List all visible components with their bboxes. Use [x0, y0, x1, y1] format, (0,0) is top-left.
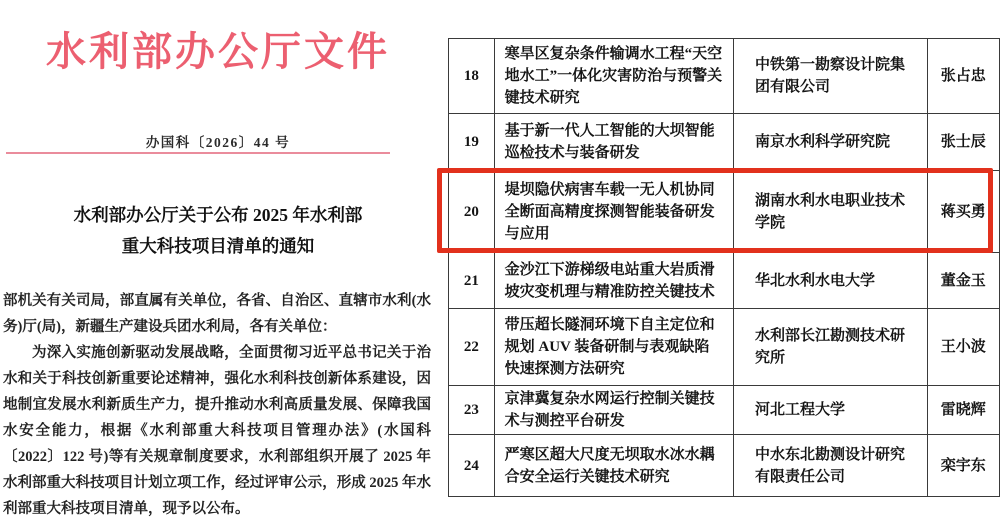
project-number-cell: 19 [449, 114, 495, 171]
leader-name-cell: 张士辰 [927, 114, 999, 171]
salutation-paragraph: 部机关有关司局，部直属有关单位，各省、自治区、直辖市水利(水务)厅(局)，新疆生产建设兵团水利局，各有关单位： [3, 293, 431, 335]
document-number: 办国科〔2026〕44 号 [145, 135, 291, 150]
table-row [449, 253, 1000, 309]
project-number-cell: 22 [449, 309, 495, 386]
institution-cell: 河北工程大学 [734, 386, 928, 435]
project-number-cell: 24 [449, 435, 495, 497]
project-name-cell: 堤坝隐伏病害车载一无人机协同全断面高精度探测智能装备研发与应用 [494, 171, 733, 253]
table-row [449, 114, 1000, 171]
leader-name-cell: 董金玉 [927, 253, 999, 309]
project-number-cell: 20 [449, 171, 495, 253]
red-separator-line [6, 152, 390, 154]
institution-cell: 中铁第一勘察设计院集团有限公司 [734, 39, 928, 114]
project-number-cell: 23 [449, 386, 495, 435]
project-number-cell: 18 [449, 39, 495, 114]
leader-name-cell: 栾宇东 [927, 435, 999, 497]
leader-name-cell: 雷晓辉 [927, 386, 999, 435]
notice-title-line1: 水利部办公厅关于公布 2025 年水利部 [73, 205, 363, 225]
project-name-cell: 基于新一代人工智能的大坝智能巡检技术与装备研发 [494, 114, 733, 171]
leader-name-cell: 张占忠 [927, 39, 999, 114]
project-name-cell: 寒旱区复杂条件输调水工程“天空地水工”一体化灾害防治与预警关键技术研究 [494, 39, 733, 114]
institution-cell: 南京水利科学研究院 [734, 114, 928, 171]
project-name-cell: 严寒区超大尺度无坝取水冰水耦合安全运行关键技术研究 [494, 435, 733, 497]
project-name-cell: 金沙江下游梯级电站重大岩质滑坡灾变机理与精准防控关键技术 [494, 253, 733, 309]
table-row [449, 39, 1000, 114]
table-row-highlighted [449, 171, 1000, 253]
leader-name-cell: 蒋买勇 [927, 171, 999, 253]
table-row [449, 435, 1000, 497]
project-table-body [449, 39, 1000, 497]
document-body [3, 288, 431, 522]
body-paragraph: 为深入实施创新驱动发展战略，全面贯彻习近平总书记关于治水和关于科技创新重要论述精神，强化水利科技创新体系建设，因地制宜发展水利新质生产力，提升推动水利高质量发展、保障我国水安全能力，根据《水利部重大科技项目管理办法》(水国科〔2022〕122 号)等有关规章制度要求，水利部组织开展了 2025 年水利部重大科技项目计划立项工作，经过评审公示，形成 2025 年水利部重大科技项目清单，现予以公布。 [3, 345, 431, 517]
project-list-table [448, 38, 1000, 497]
institution-cell: 湖南水利水电职业技术学院 [734, 171, 928, 253]
institution-cell: 水利部长江勘测技术研究所 [734, 309, 928, 386]
leader-name-cell: 王小波 [927, 309, 999, 386]
institution-cell: 华北水利水电大学 [734, 253, 928, 309]
table-row [449, 309, 1000, 386]
table-row [449, 386, 1000, 435]
notice-title [0, 200, 436, 262]
official-document-page [0, 0, 436, 517]
document-header-title: 水利部办公厅文件 [46, 29, 390, 74]
project-name-cell: 带压超长隧洞环境下自主定位和规划 AUV 装备研制与表观缺陷快速探测方法研究 [494, 309, 733, 386]
notice-title-line2: 重大科技项目清单的通知 [121, 236, 315, 256]
project-number-cell: 21 [449, 253, 495, 309]
project-name-cell: 京津冀复杂水网运行控制关键技术与测控平台研发 [494, 386, 733, 435]
institution-cell: 中水东北勘测设计研究有限责任公司 [734, 435, 928, 497]
